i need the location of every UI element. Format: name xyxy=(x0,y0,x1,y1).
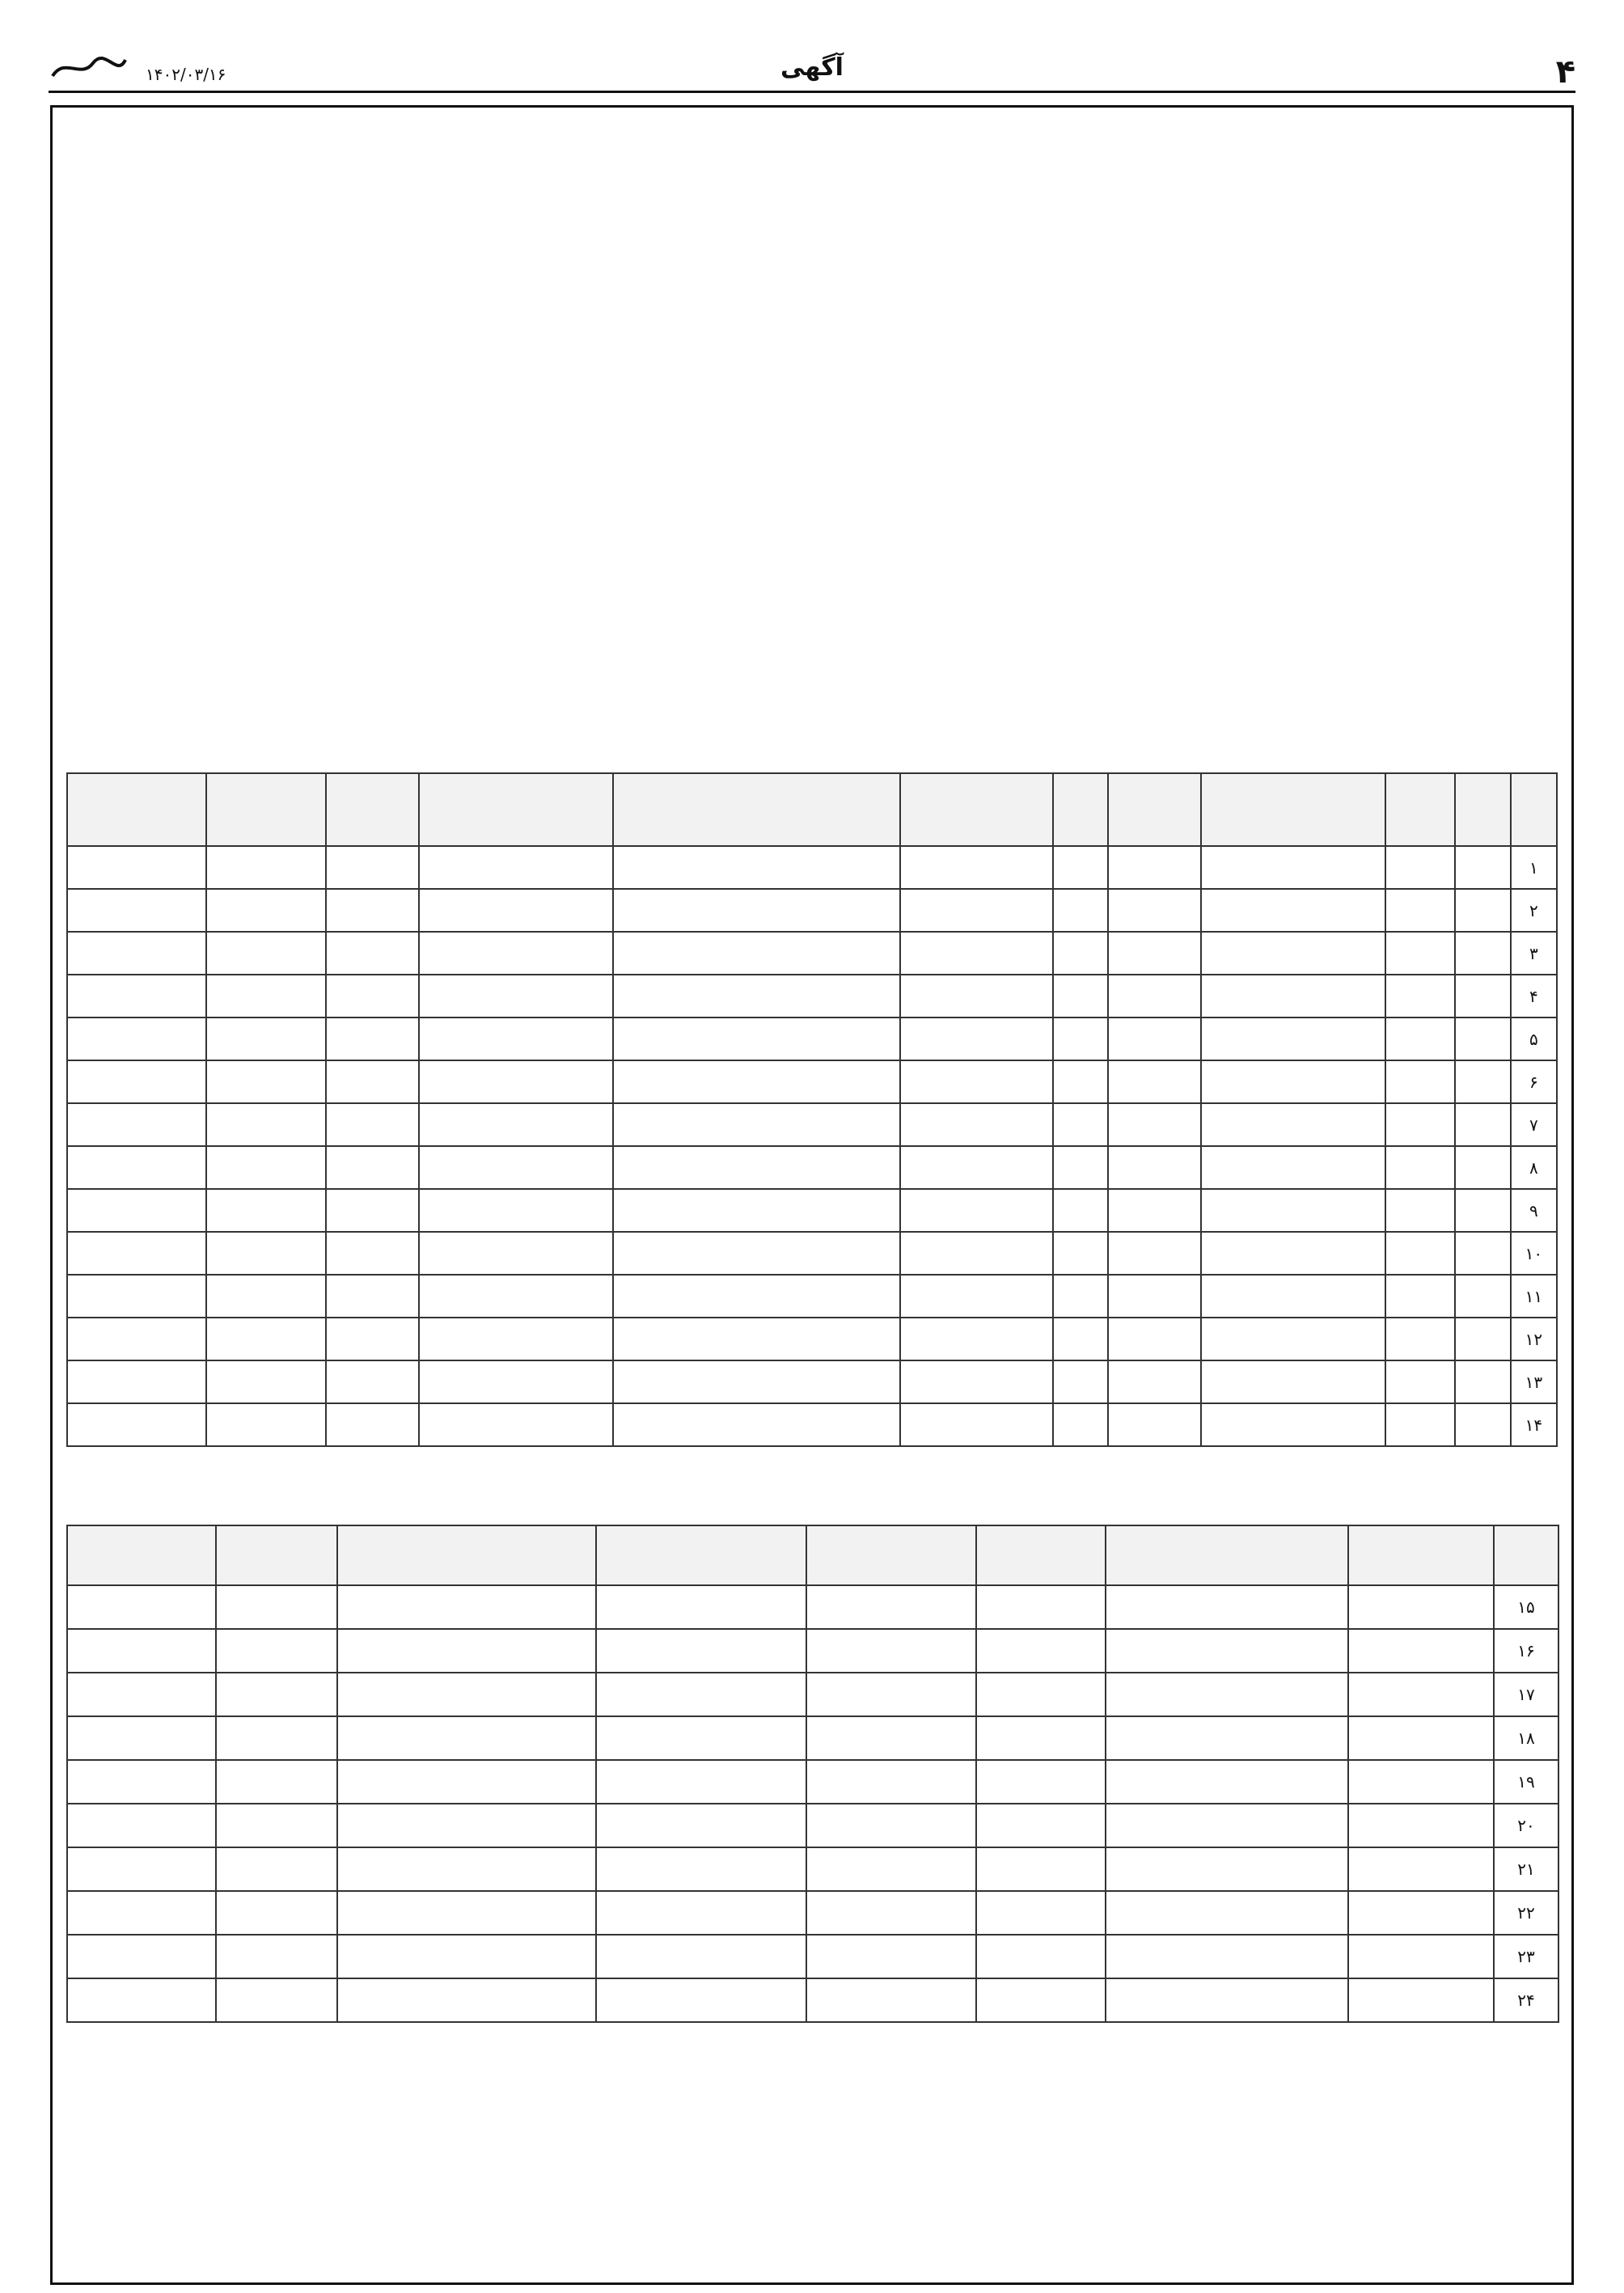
table-cell xyxy=(1348,1847,1494,1891)
table-cell xyxy=(613,932,900,975)
table-cell xyxy=(1455,1103,1511,1146)
table-cell xyxy=(613,1103,900,1146)
table-cell xyxy=(900,1318,1053,1360)
table-cell xyxy=(206,1017,327,1060)
table-row xyxy=(67,1978,1558,2022)
table-cell xyxy=(419,1403,613,1446)
table-cell xyxy=(1201,932,1386,975)
table-cell xyxy=(1106,1804,1348,1847)
table-cell xyxy=(1201,1103,1386,1146)
table-cell xyxy=(326,1232,418,1275)
table-cell xyxy=(1108,1275,1200,1318)
table-cell xyxy=(216,1716,337,1760)
sale-conditions xyxy=(81,2083,1543,2269)
table-cell xyxy=(1053,1232,1109,1275)
page-header xyxy=(49,53,1575,93)
table-cell xyxy=(1053,1103,1109,1146)
table-cell xyxy=(1053,975,1109,1017)
row-number: ۲۰ xyxy=(1494,1804,1558,1847)
table-row xyxy=(67,1629,1558,1673)
table-cell xyxy=(1053,846,1109,889)
table-cell xyxy=(806,1760,976,1804)
table-cell xyxy=(206,846,327,889)
table-cell xyxy=(1053,1189,1109,1232)
row-number: ۲ xyxy=(1511,889,1557,932)
table-cell xyxy=(419,1103,613,1146)
table-cell xyxy=(1106,1585,1348,1629)
table-cell xyxy=(67,1847,216,1891)
table-row xyxy=(67,1189,1557,1232)
table-cell xyxy=(1201,1189,1386,1232)
table-cell xyxy=(613,846,900,889)
table-cell xyxy=(1385,1060,1455,1103)
table-cell xyxy=(976,1891,1106,1935)
table-cell xyxy=(1106,1716,1348,1760)
table-row xyxy=(67,1318,1557,1360)
table-cell xyxy=(976,1978,1106,2022)
table-cell xyxy=(976,1629,1106,1673)
table-row xyxy=(67,1017,1557,1060)
row-number: ۸ xyxy=(1511,1146,1557,1189)
table-cell xyxy=(67,1318,206,1360)
row-number: ۱۶ xyxy=(1494,1629,1558,1673)
table-cell xyxy=(326,1403,418,1446)
table-cell xyxy=(206,1275,327,1318)
table-cell xyxy=(1455,1189,1511,1232)
table-cell xyxy=(1201,1146,1386,1189)
table-cell xyxy=(596,1935,806,1978)
table-cell xyxy=(337,1935,596,1978)
table-row xyxy=(67,1760,1558,1804)
table-cell xyxy=(1108,1403,1200,1446)
issue-date: ۱۴۰۲/۰۳/۱۶ xyxy=(146,65,226,84)
table-cell xyxy=(1108,1060,1200,1103)
table-cell xyxy=(337,1716,596,1760)
table-cell xyxy=(67,1146,206,1189)
table-cell xyxy=(67,1060,206,1103)
table-cell xyxy=(1106,1847,1348,1891)
table-row xyxy=(67,846,1557,889)
table-cell xyxy=(1108,932,1200,975)
table-cell xyxy=(806,1716,976,1760)
table-cell xyxy=(1108,1103,1200,1146)
table-cell xyxy=(900,1275,1053,1318)
table-cell xyxy=(326,889,418,932)
table-cell xyxy=(337,1585,596,1629)
table-cell xyxy=(1348,1891,1494,1935)
table-cell xyxy=(1201,1360,1386,1403)
table-cell xyxy=(1201,975,1386,1017)
row-number: ۳ xyxy=(1511,932,1557,975)
row-number: ۱۱ xyxy=(1511,1275,1557,1318)
row-number: ۴ xyxy=(1511,975,1557,1017)
table-cell xyxy=(1201,846,1386,889)
table-cell xyxy=(1385,1232,1455,1275)
row-number: ۵ xyxy=(1511,1017,1557,1060)
table-cell xyxy=(1201,889,1386,932)
table-cell xyxy=(206,1103,327,1146)
table-cell xyxy=(1455,1060,1511,1103)
table-cell xyxy=(613,1275,900,1318)
table-cell xyxy=(337,1891,596,1935)
table-cell xyxy=(806,1935,976,1978)
table-cell xyxy=(1385,1146,1455,1189)
table-cell xyxy=(596,1760,806,1804)
table-cell xyxy=(596,1629,806,1673)
table-properties xyxy=(66,1525,1559,2023)
table-cell xyxy=(67,1760,216,1804)
table-row xyxy=(67,1403,1557,1446)
table-cell xyxy=(216,1629,337,1673)
table-cell xyxy=(1053,1360,1109,1403)
table-cell xyxy=(900,1060,1053,1103)
table-cell xyxy=(976,1760,1106,1804)
table-cell xyxy=(206,1060,327,1103)
table-cell xyxy=(976,1847,1106,1891)
table-cell xyxy=(326,1275,418,1318)
table-cell xyxy=(1455,932,1511,975)
table-cell xyxy=(976,1716,1106,1760)
table-cell xyxy=(596,1891,806,1935)
table-row xyxy=(67,1935,1558,1978)
table-cell xyxy=(1108,1360,1200,1403)
table-cell xyxy=(1108,889,1200,932)
table-cell xyxy=(67,1017,206,1060)
table-cell xyxy=(206,1189,327,1232)
table-cell xyxy=(806,1847,976,1891)
table-cell xyxy=(1455,975,1511,1017)
table-cell xyxy=(900,932,1053,975)
table-cell xyxy=(67,1275,206,1318)
table-row xyxy=(67,932,1557,975)
table-cell xyxy=(419,1232,613,1275)
table-cell xyxy=(67,1360,206,1403)
table-cell xyxy=(337,1629,596,1673)
table-cell xyxy=(900,1189,1053,1232)
table-cell xyxy=(1106,1978,1348,2022)
table-cell xyxy=(206,1360,327,1403)
table-cell xyxy=(206,1232,327,1275)
table-cell xyxy=(806,1804,976,1847)
table-cell xyxy=(976,1673,1106,1716)
table-row xyxy=(67,1804,1558,1847)
table-cell xyxy=(900,846,1053,889)
table-cell xyxy=(1201,1232,1386,1275)
row-number: ۲۳ xyxy=(1494,1935,1558,1978)
table-cell xyxy=(900,1146,1053,1189)
table-cell xyxy=(67,846,206,889)
table-row xyxy=(67,1891,1558,1935)
table-cell xyxy=(1108,1146,1200,1189)
table-cell xyxy=(67,1189,206,1232)
table-cell xyxy=(596,1847,806,1891)
table-cell xyxy=(67,1403,206,1446)
table-row xyxy=(67,1847,1558,1891)
table-cell xyxy=(326,1146,418,1189)
table-row xyxy=(67,1275,1557,1318)
table-cell xyxy=(67,1935,216,1978)
table-cell xyxy=(1108,1232,1200,1275)
table-cell xyxy=(216,1585,337,1629)
table-cell xyxy=(337,1978,596,2022)
table-cell xyxy=(326,932,418,975)
table-cell xyxy=(1201,1017,1386,1060)
table-cell xyxy=(613,1360,900,1403)
table-cell xyxy=(419,932,613,975)
table-cell xyxy=(206,1146,327,1189)
table-row xyxy=(67,1060,1557,1103)
table-cell xyxy=(206,1403,327,1446)
intro-text-right xyxy=(833,218,1545,704)
table-cell xyxy=(1385,1017,1455,1060)
table-cell xyxy=(67,1673,216,1716)
table-cell xyxy=(419,846,613,889)
table-cell xyxy=(613,1403,900,1446)
row-number: ۷ xyxy=(1511,1103,1557,1146)
table-cell xyxy=(1106,1935,1348,1978)
table-cell xyxy=(206,975,327,1017)
table-cell xyxy=(1455,1318,1511,1360)
table-cell xyxy=(900,1017,1053,1060)
table-cell xyxy=(216,1891,337,1935)
table-cell xyxy=(976,1935,1106,1978)
table-cell xyxy=(67,932,206,975)
table-cell xyxy=(419,1360,613,1403)
table-cell xyxy=(900,1103,1053,1146)
table-cell xyxy=(1455,1360,1511,1403)
table-cell xyxy=(1106,1673,1348,1716)
table-row xyxy=(67,975,1557,1017)
table-row xyxy=(67,1673,1558,1716)
table-cell xyxy=(419,1189,613,1232)
table-row xyxy=(67,1146,1557,1189)
table-cell xyxy=(806,1585,976,1629)
table-cell xyxy=(613,1232,900,1275)
table-cell xyxy=(67,1629,216,1673)
table-commercial-units xyxy=(66,772,1558,1447)
table-cell xyxy=(326,1017,418,1060)
table-cell xyxy=(67,1891,216,1935)
table-cell xyxy=(596,1673,806,1716)
table-cell xyxy=(613,1146,900,1189)
table-cell xyxy=(976,1585,1106,1629)
table-row xyxy=(67,1585,1558,1629)
table-row xyxy=(67,1716,1558,1760)
row-number: ۱۵ xyxy=(1494,1585,1558,1629)
table-cell xyxy=(596,1716,806,1760)
table-cell xyxy=(216,1673,337,1716)
table-cell xyxy=(1385,1318,1455,1360)
row-number: ۲۲ xyxy=(1494,1891,1558,1935)
table-cell xyxy=(1455,846,1511,889)
table-cell xyxy=(419,1017,613,1060)
table-cell xyxy=(67,1804,216,1847)
table-cell xyxy=(1385,975,1455,1017)
table-cell xyxy=(326,1189,418,1232)
row-number: ۱۰ xyxy=(1511,1232,1557,1275)
table-cell xyxy=(1348,1760,1494,1804)
table-cell xyxy=(337,1760,596,1804)
table-cell xyxy=(326,975,418,1017)
table-cell xyxy=(1348,1935,1494,1978)
table-cell xyxy=(1348,1629,1494,1673)
table-cell xyxy=(1455,1232,1511,1275)
table-cell xyxy=(596,1804,806,1847)
row-number: ۱۴ xyxy=(1511,1403,1557,1446)
table-cell xyxy=(326,1103,418,1146)
row-number: ۱۳ xyxy=(1511,1360,1557,1403)
table-cell xyxy=(1348,1978,1494,2022)
row-number: ۱۲ xyxy=(1511,1318,1557,1360)
table-cell xyxy=(67,1585,216,1629)
table-cell xyxy=(326,1360,418,1403)
table-cell xyxy=(419,1060,613,1103)
table-cell xyxy=(1455,1275,1511,1318)
table-cell xyxy=(206,889,327,932)
table-cell xyxy=(216,1935,337,1978)
row-number: ۶ xyxy=(1511,1060,1557,1103)
table-cell xyxy=(216,1847,337,1891)
intro-text-left xyxy=(404,218,793,704)
table-cell xyxy=(206,1318,327,1360)
table-cell xyxy=(1348,1673,1494,1716)
table-cell xyxy=(1053,1275,1109,1318)
table-cell xyxy=(1106,1760,1348,1804)
table-row xyxy=(67,889,1557,932)
table-cell xyxy=(806,1673,976,1716)
table-cell xyxy=(596,1585,806,1629)
table-cell xyxy=(1108,846,1200,889)
table-cell xyxy=(1385,1103,1455,1146)
table-cell xyxy=(419,889,613,932)
table-cell xyxy=(419,1146,613,1189)
table-cell xyxy=(419,1275,613,1318)
table-cell xyxy=(67,1978,216,2022)
table-cell xyxy=(613,889,900,932)
table-cell xyxy=(216,1978,337,2022)
table-cell xyxy=(1108,975,1200,1017)
table-cell xyxy=(1201,1275,1386,1318)
table-cell xyxy=(1108,1017,1200,1060)
table-cell xyxy=(806,1978,976,2022)
table-row xyxy=(67,1360,1557,1403)
table-cell xyxy=(1108,1318,1200,1360)
table-cell xyxy=(900,975,1053,1017)
table-cell xyxy=(1201,1060,1386,1103)
table-cell xyxy=(1053,1060,1109,1103)
table-cell xyxy=(419,975,613,1017)
table-cell xyxy=(806,1891,976,1935)
table-row xyxy=(67,1103,1557,1146)
table-cell xyxy=(1385,1189,1455,1232)
table-cell xyxy=(613,1189,900,1232)
table-cell xyxy=(1106,1891,1348,1935)
table-cell xyxy=(1053,1318,1109,1360)
table-cell xyxy=(900,889,1053,932)
table-cell xyxy=(216,1760,337,1804)
table-cell xyxy=(1455,1146,1511,1189)
table-cell xyxy=(337,1847,596,1891)
table-cell xyxy=(900,1232,1053,1275)
table-cell xyxy=(326,1060,418,1103)
table-cell xyxy=(613,1060,900,1103)
table-cell xyxy=(1201,1318,1386,1360)
table-cell xyxy=(1455,1403,1511,1446)
table-cell xyxy=(1108,1189,1200,1232)
table-cell xyxy=(67,1232,206,1275)
table-cell xyxy=(1053,1017,1109,1060)
table-cell xyxy=(337,1673,596,1716)
page-number: ۴ xyxy=(1555,53,1575,91)
table-cell xyxy=(419,1318,613,1360)
table-cell xyxy=(326,846,418,889)
table-cell xyxy=(1455,1017,1511,1060)
table-cell xyxy=(1385,1403,1455,1446)
table-cell xyxy=(613,975,900,1017)
table-cell xyxy=(1385,1360,1455,1403)
row-number: ۲۱ xyxy=(1494,1847,1558,1891)
table-cell xyxy=(1053,932,1109,975)
table-cell xyxy=(1106,1629,1348,1673)
table-cell xyxy=(976,1804,1106,1847)
table-cell xyxy=(1053,889,1109,932)
table-cell xyxy=(337,1804,596,1847)
table-cell xyxy=(613,1318,900,1360)
table-cell xyxy=(1385,1275,1455,1318)
row-number: ۹ xyxy=(1511,1189,1557,1232)
table-cell xyxy=(1053,1146,1109,1189)
row-number: ۱۹ xyxy=(1494,1760,1558,1804)
table-cell xyxy=(1348,1585,1494,1629)
table-cell xyxy=(900,1360,1053,1403)
newspaper-logo xyxy=(49,53,129,82)
table-cell xyxy=(216,1804,337,1847)
table-cell xyxy=(206,932,327,975)
table-cell xyxy=(1053,1403,1109,1446)
table-cell xyxy=(326,1318,418,1360)
row-number: ۲۴ xyxy=(1494,1978,1558,2022)
table-cell xyxy=(1385,889,1455,932)
table-cell xyxy=(900,1403,1053,1446)
table-cell xyxy=(1348,1716,1494,1760)
table-cell xyxy=(67,1103,206,1146)
table-cell xyxy=(1455,889,1511,932)
table-cell xyxy=(67,975,206,1017)
table-cell xyxy=(67,889,206,932)
row-number: ۱۸ xyxy=(1494,1716,1558,1760)
table-cell xyxy=(1348,1804,1494,1847)
table-row xyxy=(67,1232,1557,1275)
table-cell xyxy=(1385,932,1455,975)
page-title: آگهی xyxy=(780,53,844,82)
table-cell xyxy=(67,1716,216,1760)
table-cell xyxy=(1385,846,1455,889)
table-cell xyxy=(613,1017,900,1060)
table-cell xyxy=(596,1978,806,2022)
row-number: ۱ xyxy=(1511,846,1557,889)
table-cell xyxy=(1201,1403,1386,1446)
table-cell xyxy=(806,1629,976,1673)
row-number: ۱۷ xyxy=(1494,1673,1558,1716)
